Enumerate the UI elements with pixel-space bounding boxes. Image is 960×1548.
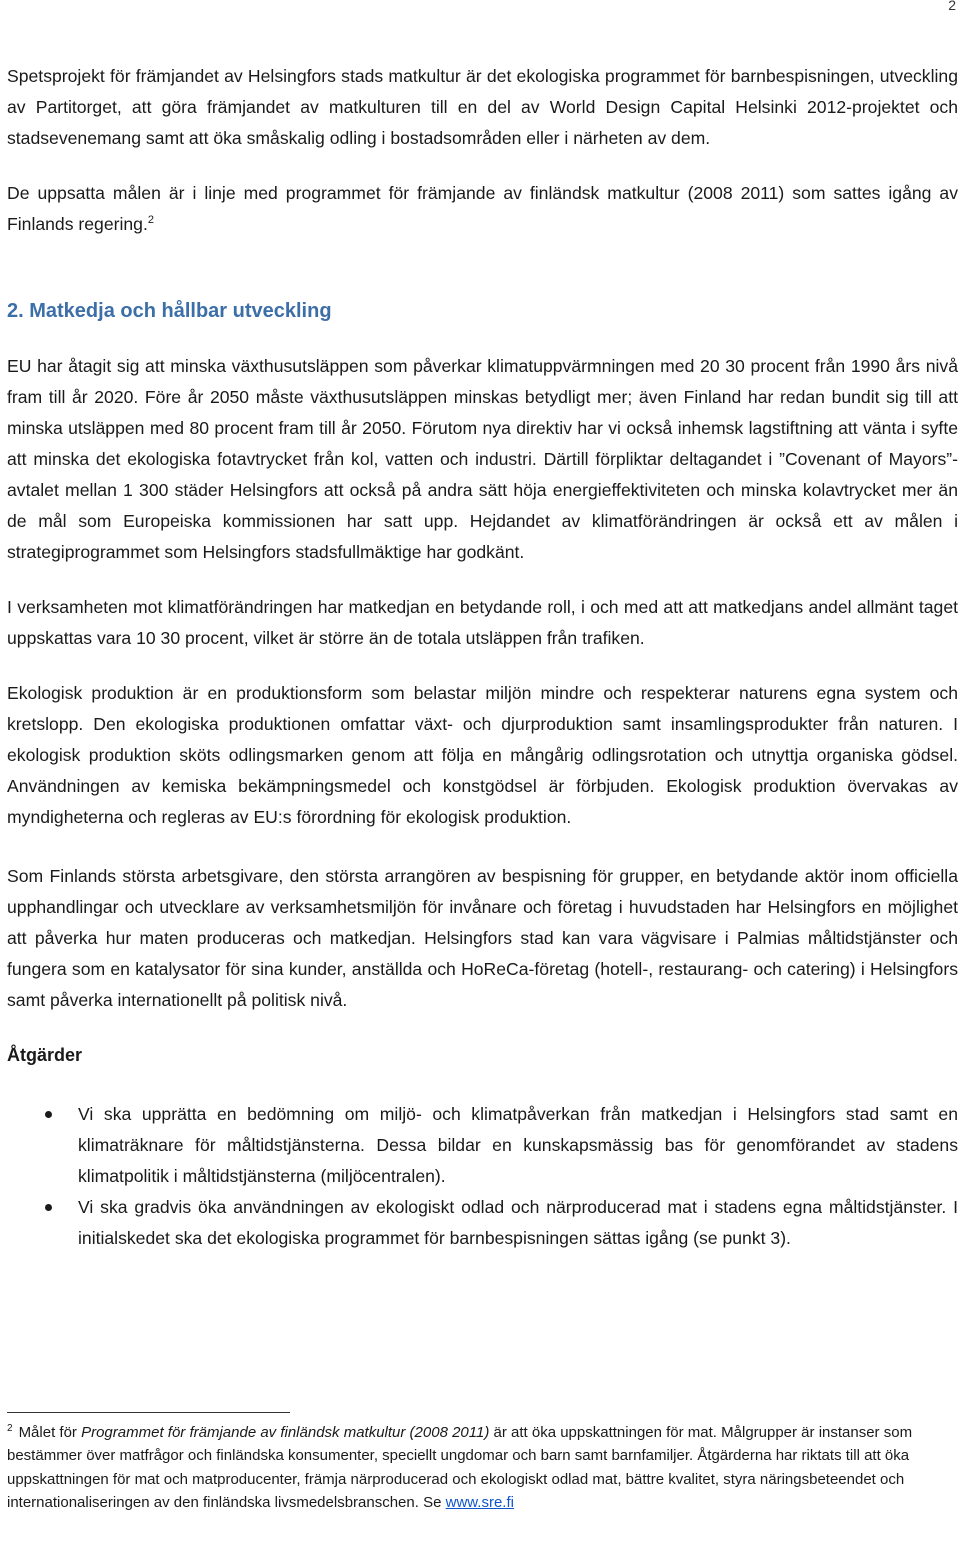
footnote-separator (7, 1412, 290, 1413)
document-body (7, 61, 958, 1254)
footnote-body: är att öka uppskattningen för mat. Målgrupper är instanser som bestämmer över matfrågor och finländska konsumenter, speciellt ungdomar och barn samt barnfamiljer. Åtgärderna har riktats till att öka uppskattningen för mat och matproducenter, främja närproducerad och ekologiskt odlad mat, bättre kvalitet, styra näringsbeteendet och internationaliseringen av den finländska livsmedelsbranschen. Se (7, 1424, 913, 1511)
footnote-marker: 2 (7, 1423, 13, 1434)
action-list (7, 1099, 958, 1254)
action-item-text: Vi ska gradvis öka användningen av ekologiskt odlad och närproducerad mat i stadens egna måltidstjänster. I initialskedet ska det ekologiska programmet för barnbespisningen sättas igång (se punkt 3). (78, 1197, 958, 1248)
footnote-reference[interactable]: 2 (147, 214, 154, 226)
footnote-lead: Målet för (18, 1424, 77, 1441)
intro-paragraph-2 (7, 178, 958, 240)
bullet-icon (45, 1204, 52, 1211)
section-paragraph-2: I verksamheten mot klimatförändringen har matkedjan en betydande roll, i och med att att matkedjans andel allmänt taget uppskattas vara 10 30 procent, vilket är större än de totala utsläppen från trafiken. (7, 597, 958, 648)
action-item-text: Vi ska upprätta en bedömning om miljö- och klimatpåverkan från matkedjan i Helsingfors stad samt en klimaträknare för måltidstjänsterna. Dessa bildar en kunskapsmässig bas för genomförandet av stadens klimatpolitik i måltidstjänsterna (miljöcentralen). (78, 1104, 958, 1186)
section-heading: 2. Matkedja och hållbar utveckling (7, 300, 332, 322)
footnote (7, 1421, 952, 1514)
bullet-icon (45, 1111, 52, 1118)
action-list-item (7, 1192, 958, 1254)
action-list-item (7, 1099, 958, 1192)
section-paragraph-3: Ekologisk produktion är en produktionsform som belastar miljön mindre och respekterar naturens egna system och kretslopp. Den ekologiska produktionen omfattar växt- och djurproduktion samt insamlingsprodukter från naturen. I ekologisk produktion sköts odlingsmarken genom att följa en mångårig odlingsrotation och utnyttja organiska gödsel. Användningen av kemiska bekämpningsmedel och konstgödsel är förbjuden. Ekologisk produktion övervakas av myndigheterna och regleras av EU:s förordning för ekologisk produktion. (7, 683, 958, 827)
section-paragraph-1: EU har åtagit sig att minska växthusutsläppen som påverkar klimatuppvärmningen med 20 30 procent från 1990 års nivå fram till år 2020. Före år 2050 måste växthusutsläppen minskas betydligt mer; även Finland har redan bundit sig till att minska utsläppen med 80 procent fram till år 2050. Förutom nya direktiv har vi också inhemsk lagstiftning att vänta i syfte att minska det ekologiska fotavtrycket från kol, vatten och industri. Därtill förpliktar deltagandet i ”Covenant of Mayors”-avtalet mellan 1 300 städer Helsingfors att också på andra sätt höja energieffektiviteten och minska kolavtrycket mer än de mål som Europeiska kommissionen har satt upp. Hejdandet av klimatförändringen är också ett av målen i strategiprogrammet som Helsingfors stadsfullmäktige har godkänt. (7, 356, 958, 562)
atgarder-heading: Åtgärder (7, 1045, 83, 1065)
section-paragraph-4: Som Finlands största arbetsgivare, den största arrangören av bespisning för grupper, en betydande aktör inom officiella upphandlingar och utvecklare av verksamhetsmiljön för invånare och företag i huvudstaden har Helsingfors en möjlighet att påverka hur maten produceras och matkedjan. Helsingfors stad kan vara vägvisare i Palmias måltidstjänster och fungera som en katalysator för sina kunder, anställda och HoReCa-företag (hotell-, restaurang- och catering) i Helsingfors samt påverka internationellt på politisk nivå. (7, 866, 958, 1010)
intro-paragraph-1: Spetsprojekt för främjandet av Helsingfors stads matkultur är det ekologiska programmet för barnbespisningen, utveckling av Partitorget, att göra främjandet av matkulturen till en del av World Design Capital Helsinki 2012-projektet och stadsevenemang samt att öka småskalig odling i bostadsområden eller i närheten av dem. (7, 66, 958, 148)
sre-link[interactable]: www.sre.fi (445, 1493, 514, 1511)
intro-paragraph-2-text: De uppsatta målen är i linje med programmet för främjande av finländsk matkultur (2008 2011) som sattes igång av Finlands regering. (7, 183, 958, 234)
page-number: 2 (948, 0, 956, 13)
footnote-text (7, 1421, 952, 1514)
footnote-program-title: Programmet för främjande av finländsk matkultur (2008 2011) (81, 1424, 490, 1441)
